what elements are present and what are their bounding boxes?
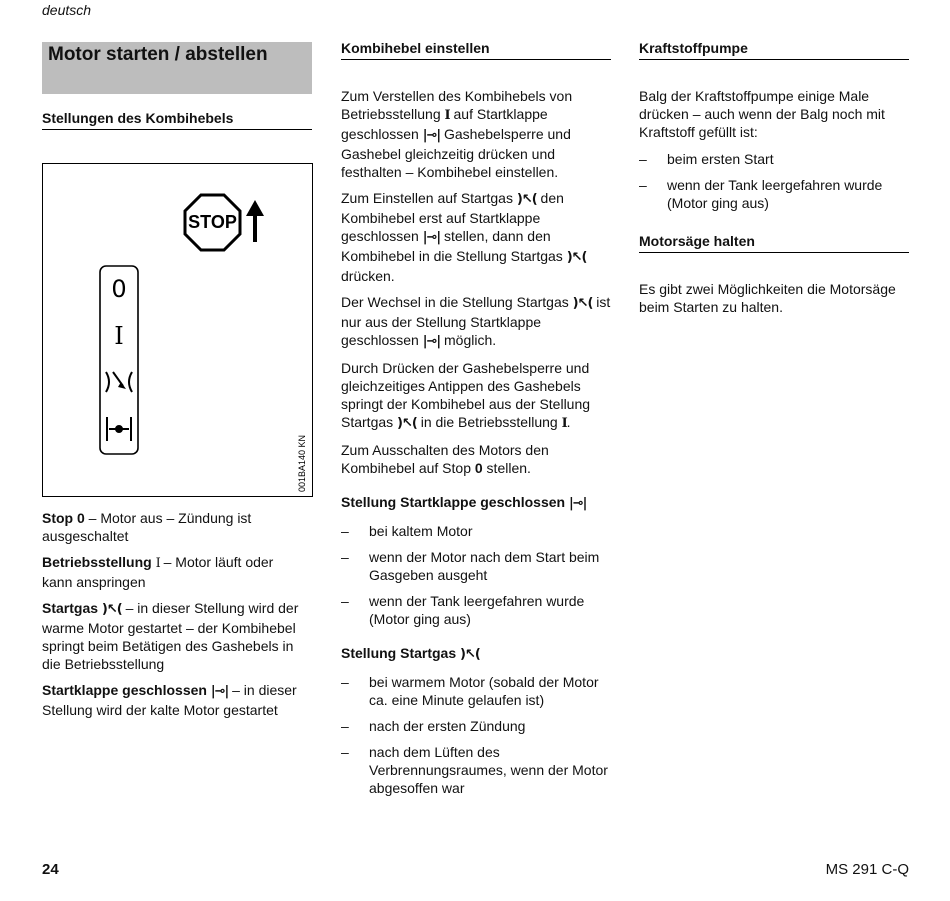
lever-figure <box>42 163 313 497</box>
para-kraftstoff: Balg der Kraftstoffpumpe einige Male drücken – auch wenn der Balg noch mit Kraftstoff gefüllt ist: <box>639 88 885 140</box>
list-item: – bei warmem Motor (sobald der Motor ca. eine Minute gelaufen ist) <box>341 674 599 708</box>
item-betrieb: Betriebsstellung I – Motor läuft oder kann anspringen <box>42 554 274 590</box>
para-1: Zum Verstellen des Kombihebels von Betriebsstellung I auf Startklappe geschlossen |⊸| Gashebelsperre und Gashebel gleichzeitig drücken und festhalten – Kombihebel einstellen. <box>341 88 573 180</box>
language-label: deutsch <box>42 2 92 18</box>
list-item: – nach dem Lüften des Verbrennungsraumes, wenn der Motor abgesoffen war <box>341 744 608 796</box>
choke-closed-icon <box>107 417 131 441</box>
list-item: – beim ersten Start <box>639 151 774 167</box>
para-5: Zum Ausschalten des Motors den Kombihebel auf Stop 0 stellen. <box>341 442 549 476</box>
list-item: – nach der ersten Zündung <box>341 718 526 734</box>
item-startgas: Startgas )↖( – in dieser Stellung wird der warme Motor gestartet – der Kombihebel springt beim Betätigen des Gashebels in die Betriebsstellung <box>42 600 299 672</box>
column-left <box>42 42 312 130</box>
item-stop: Stop 0 – Motor aus – Zündung ist ausgeschaltet <box>42 510 252 544</box>
column-right <box>639 39 909 316</box>
para-4: Durch Drücken der Gashebelsperre und gleichzeitiges Antippen des Gashebels springt der Kombihebel aus der Stellung Startgas )↖( in die Betriebsstellung I. <box>341 360 591 431</box>
list-startklappe <box>341 522 611 628</box>
startgas-icon <box>106 372 132 392</box>
subheading-startgas: Stellung Startgas )↖( <box>341 645 480 662</box>
list-item: – wenn der Tank leergefahren wurde (Motor ging aus) <box>341 593 585 627</box>
lever-diagram <box>43 164 311 495</box>
list-kraftstoff <box>639 150 909 212</box>
list-item: – wenn der Tank leergefahren wurde (Motor ging aus) <box>639 177 883 211</box>
subheading-startklappe: Stellung Startklappe geschlossen |⊸| <box>341 494 587 511</box>
heading-motorsaege: Motorsäge halten <box>639 232 909 253</box>
figure-code: 001BA140 KN <box>297 434 307 492</box>
heading-kombihebel: Kombihebel einstellen <box>341 39 611 60</box>
list-item: – wenn der Motor nach dem Start beim Gasgeben ausgeht <box>341 549 600 583</box>
para-2: Zum Einstellen auf Startgas )↖( den Kombihebel erst auf Startklappe geschlossen |⊸| stellen, dann den Kombihebel in die Stellung Startgas )↖( drücken. <box>341 190 587 284</box>
list-startgas <box>341 673 611 797</box>
para-motorsaege: Es gibt zwei Möglichkeiten die Motorsäge beim Starten zu halten. <box>639 281 896 315</box>
model-label: MS 291 C-Q <box>825 861 909 878</box>
heading-kraftstoffpumpe: Kraftstoffpumpe <box>639 39 909 60</box>
column-middle <box>341 39 611 797</box>
position-0-text: 0 <box>111 275 127 303</box>
lever-positions-list <box>42 509 307 719</box>
stop-text: STOP <box>188 212 237 232</box>
para-3: Der Wechsel in die Stellung Startgas )↖( ist nur aus der Stellung Startklappe geschlossen |⊸| möglich. <box>341 294 611 349</box>
list-item: – bei kaltem Motor <box>341 523 473 539</box>
page-number: 24 <box>42 861 59 878</box>
heading-stellungen: Stellungen des Kombihebels <box>42 109 312 130</box>
section-title: Motor starten / abstellen <box>42 42 312 94</box>
position-1-text: I <box>114 322 124 350</box>
item-startklappe: Startklappe geschlossen |⊸| – in dieser Stellung wird der kalte Motor gestartet <box>42 682 297 718</box>
arrow-up-icon <box>246 200 264 242</box>
